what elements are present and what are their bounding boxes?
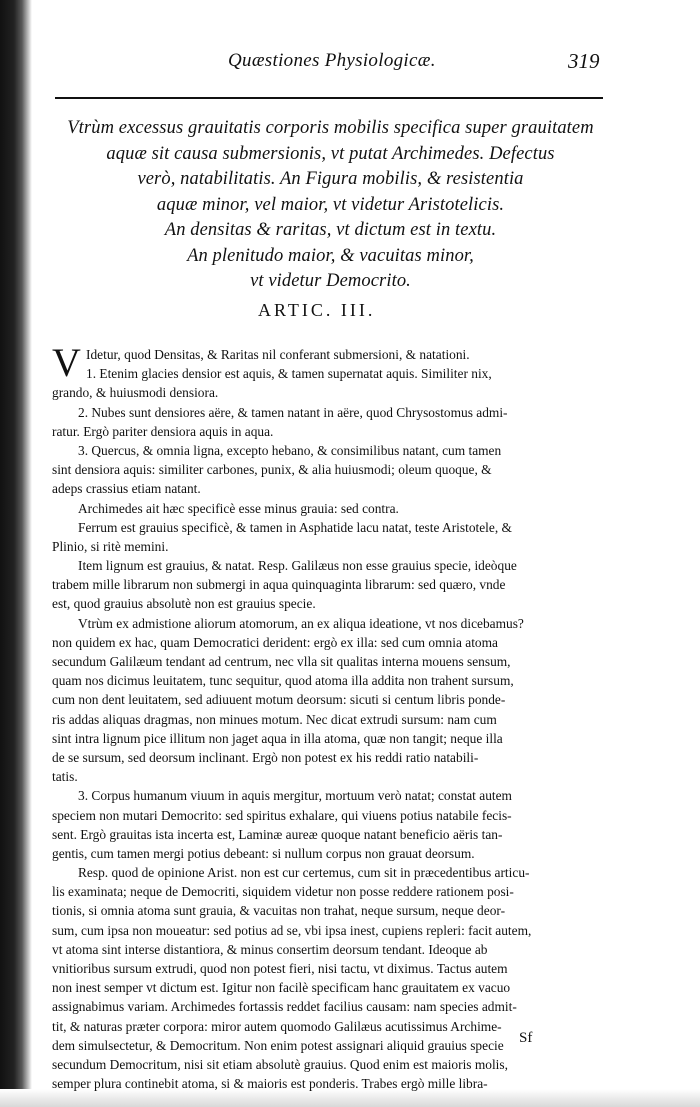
text-line: gentis, cum tamen mergi potius debeant: si nullum corpus non grauat deorsum. — [52, 845, 475, 861]
text-line: de se sursum, sed deorsum inclinant. Ergò non potest ex his reddi ratio natabili- — [52, 749, 479, 765]
text-line: tionis, si omnia atoma sunt grauia, & vacuitas non trahat, neque sursum, neque deor- — [52, 903, 506, 919]
text-line: semper plura continebit atoma, si & maioris est ponderis. Trabes ergò mille libra- — [52, 1076, 488, 1092]
question-title — [58, 116, 603, 295]
text-line: sum, cum ipsa non moueatur: sed potius ad se, vbi ipsa inest, cupiens repleri: facit autem, — [52, 922, 532, 938]
text-line: dem simulsectetur, & Democritum. Non enim potest assignari aliquid grauius specie — [52, 1037, 504, 1053]
text-line: 3. Quercus, & omnia ligna, excepto hebano, & consimilibus natant, cum tamen — [78, 442, 502, 458]
text-line: quam nos dicimus leuitatem, tunc sequitur, quod atoma illa addita non trahent sursum, — [52, 673, 514, 689]
text-line: Archimedes ait hæc specificè esse minus grauia: sed contra. — [78, 500, 399, 516]
text-line: Ferrum est grauius specificè, & tamen in Asphatide lacu natat, teste Aristotele, & — [78, 519, 512, 535]
drop-cap: V — [52, 340, 81, 385]
catchword: Sf — [519, 1030, 533, 1046]
text-line: ris addas aliquas dragmas, non minues motum. Nec dicat extrudi sursum: nam cum — [52, 711, 497, 727]
title-line: Vtrùm excessus grauitatis corporis mobilis specifica super grauitatem — [67, 118, 594, 138]
text-line: Resp. quod de opinione Arist. non est cur certemus, cum sit in præcedentibus articu- — [78, 865, 530, 881]
text-line: tit, & naturas præter corpora: miror autem quomodo Galilæus acutissimus Archime- — [52, 1018, 502, 1034]
binding-shadow — [0, 0, 32, 1107]
text-line: sent. Ergò grauitas ista incerta est, Laminæ aureæ quoque natant beneficio aëris tan- — [52, 826, 503, 842]
title-line: verò, natabilitatis. An Figura mobilis, & resistentia — [137, 169, 524, 189]
text-line: Plinio, si ritè memini. — [52, 538, 169, 554]
text-line: Vtrùm ex admistione aliorum atomorum, an ex aliqua ideatione, vt nos dicebamus? — [78, 615, 524, 631]
text-line: trabem mille librarum non submergi in aqua quinquaginta librarum: sed quæro, vnde — [52, 577, 506, 593]
text-line: ratur. Ergò pariter densiora aquis in aqua. — [52, 423, 274, 439]
text-line: non quidem ex hac, quam Democratici derident: ergò ex illa: sed cum omnia atoma — [52, 634, 498, 650]
title-line: aquæ minor, vel maior, vt videtur Aristotelicis. — [156, 194, 505, 215]
text-line: 1. Etenim glacies densior est aquis, & tamen supernatat aquis. Similiter nix, — [86, 366, 492, 382]
text-line: 2. Nubes sunt densiores aëre, & tamen natant in aëre, quod Chrysostomus admi- — [78, 404, 508, 420]
text-line: assignabimus variam. Archimedes fortassis reddet facilius causam: nam species admit- — [52, 999, 517, 1015]
text-line: est, quod grauius absolutè non est grauius specie. — [52, 596, 316, 612]
text-line: adeps crassius etiam natant. — [52, 481, 201, 497]
text-line: sint intra lignum pice illitum non jaget aqua in illa atoma, quæ non tangit; neque illa — [52, 730, 503, 746]
text-line: tatis. — [52, 769, 78, 785]
text-line: secundum Galilæum tendant ad centrum, nec vlla sit qualitas interna mouens sensum, — [52, 654, 511, 669]
first-line-text: Idetur, quod Densitas, & Raritas nil conferant submersioni, & natationi. — [86, 347, 470, 362]
text-line: 3. Corpus humanum viuum in aquis mergitur, mortuum verò natat; constat autem — [78, 788, 512, 804]
title-line: vt videtur Democrito. — [250, 271, 411, 291]
text-line: lis examinata; neque de Democriti, siquidem videtur non posse reddere rationem posi- — [52, 884, 514, 900]
page-number: 319 — [568, 49, 600, 73]
text-line: vnitioribus sursum extrudi, quod non potest fieri, nisi tactu, vt diximus. Tactus autem — [52, 961, 508, 976]
title-line: An densitas & raritas, vt dictum est in textu. — [164, 220, 497, 240]
text-line: speciem non mutari Democrito: sed spiritus exhalare, qui viuens potius natabile fecis- — [52, 807, 512, 823]
text-line: Item lignum est grauius, & natat. Resp. Galilæus non esse grauius specie, ideòque — [78, 558, 517, 574]
title-line: aquæ sit causa submersionis, vt putat Archimedes. Defectus — [106, 143, 555, 164]
running-title: Quæstiones Physiologicæ. — [228, 50, 436, 71]
text-line: non inest semper vt dictum est. Igitur non facilè specificam hanc grauitatem ex vacuo — [52, 980, 511, 996]
text-line: cum non dent leuitatem, sed adiuuent motum deorsum: sicuti si centum libris ponde- — [52, 692, 506, 708]
text-line: sint densiora aquis: similiter carbones, punix, & alia huiusmodi; oleum quoque, & — [52, 462, 492, 478]
text-line: vt atoma sint interse distantiora, & minus consertim deorsum tendant. Ideoque ab — [52, 941, 488, 957]
article-heading: ARTIC. III. — [258, 300, 376, 320]
body-text — [52, 340, 600, 1093]
text-line: grando, & huiusmodi densiora. — [52, 385, 219, 401]
text-line: secundum Democritum, nisi sit etiam absolutè grauius. Quod enim est maioris molis, — [52, 1056, 508, 1072]
title-line: An plenitudo maior, & vacuitas minor, — [187, 245, 474, 266]
header-rule — [55, 97, 603, 99]
